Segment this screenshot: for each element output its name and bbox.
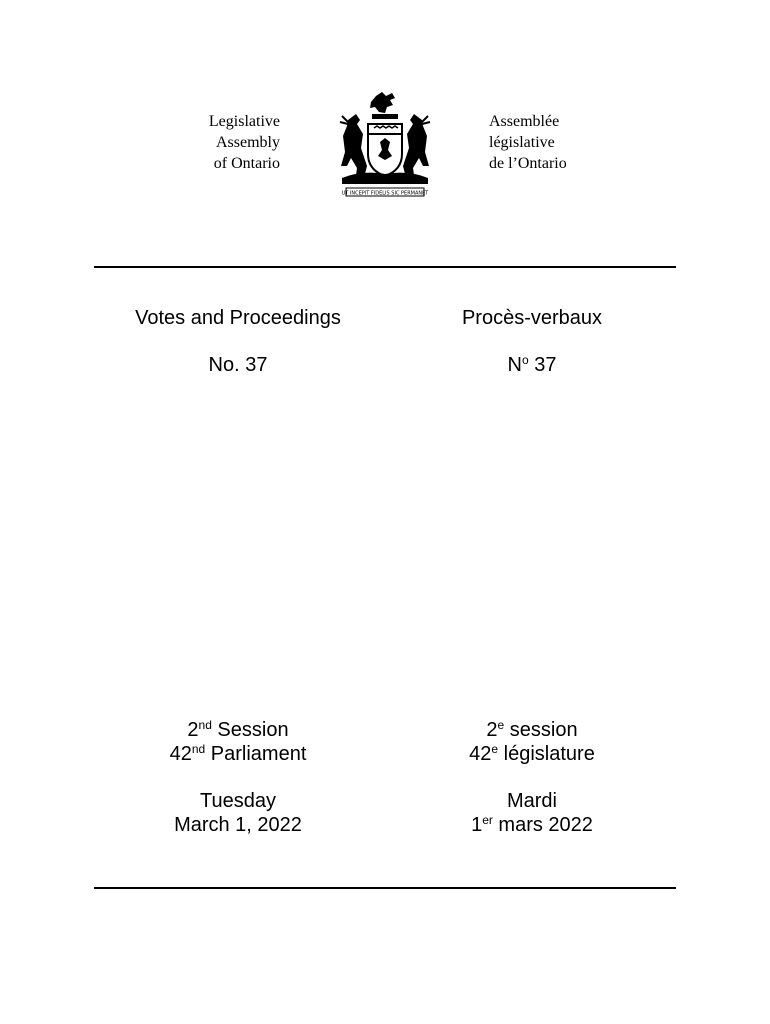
parliament-text: Parliament	[205, 743, 307, 765]
parliament-sup: e	[491, 742, 499, 756]
french-date	[382, 813, 682, 837]
french-title: Procès-verbaux	[461, 307, 603, 329]
parliament-sup: nd	[191, 742, 206, 756]
header-english-line: Legislative	[208, 113, 280, 130]
date-rest: mars 2022	[492, 814, 593, 836]
english-day: Tuesday	[200, 790, 276, 812]
date-number: 1	[471, 814, 483, 836]
session-sup: e	[497, 718, 505, 732]
french-session-block	[382, 718, 682, 766]
english-date: March 1, 2022	[174, 814, 302, 836]
session-sup: nd	[198, 718, 212, 732]
english-number: No. 37	[208, 354, 268, 376]
date-sup: er	[482, 813, 493, 827]
header-french-line: Assemblée	[489, 113, 560, 130]
parliament-number: 42	[169, 743, 192, 765]
coat-of-arms-icon	[336, 90, 434, 198]
bottom-divider	[94, 887, 676, 889]
french-session	[382, 718, 682, 742]
english-date-block	[88, 789, 388, 837]
session-number: 2	[187, 719, 199, 741]
english-session	[88, 718, 388, 742]
session-number: 2	[486, 719, 498, 741]
header-french-line: de l’Ontario	[489, 155, 567, 172]
french-number	[382, 352, 682, 378]
english-parliament	[88, 742, 388, 766]
header-english-line: Assembly	[216, 134, 280, 151]
parliament-number: 42	[469, 743, 492, 765]
header-french-line: législative	[489, 134, 555, 151]
english-session-block	[88, 718, 388, 766]
fr-number-sup: o	[521, 353, 529, 367]
session-text: Session	[211, 719, 289, 741]
parliament-text: législature	[498, 743, 595, 765]
header-english	[150, 111, 280, 174]
french-day: Mardi	[506, 790, 557, 812]
header-french	[489, 111, 649, 174]
header-english-line: of Ontario	[213, 155, 280, 172]
english-title: Votes and Proceedings	[135, 307, 341, 329]
crest-motto: UT INCEPIT FIDELIS SIC PERMANET	[341, 190, 429, 197]
fr-number-prefix: N	[507, 354, 522, 376]
french-parliament	[382, 742, 682, 766]
top-divider	[94, 266, 676, 268]
fr-number-suffix: 37	[528, 354, 557, 376]
french-date-block	[382, 789, 682, 837]
session-text: session	[504, 719, 578, 741]
